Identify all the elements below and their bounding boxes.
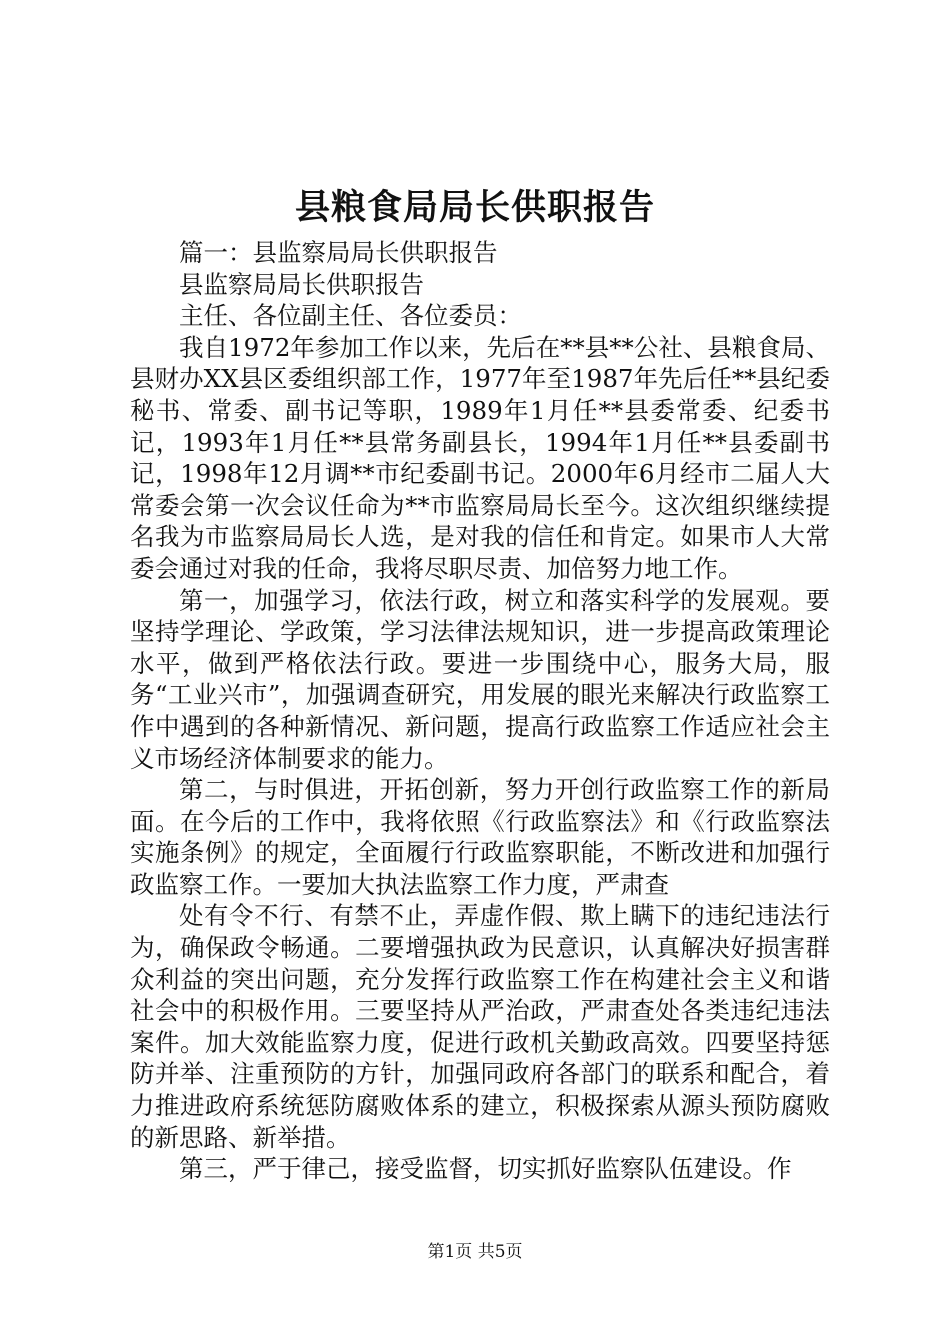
paragraph-career: 我自1972年参加工作以来，先后在**县**公社、县粮食局、县财办XX县区委组织部工作，1977年至1987年先后任**县纪委秘书、常委、副书记等职，1989年1月任**县委常委、纪委书记，1993年1月任**县常务副县长，1994年1月任**县委副书记，1998年12月调**市纪委副书记。2000年6月经市二届人大常委会第一次会议任命为**市监察局局长至今。这次组织继续提名我为市监察局局长人选，是对我的信任和肯定。如果市人大常委会通过对我的任命，我将尽职尽责、加倍努力地工作。 [130,332,830,583]
paragraph-point-three: 第三，严于律己，接受监督，切实抓好监察队伍建设。作 [179,1154,792,1184]
paragraph-salutation: 主任、各位副主任、各位委员： [179,301,522,331]
paragraph-point-two-continued: 处有令不行、有禁不止，弄虚作假、欺上瞒下的违纪违法行为，确保政令畅通。二要增强执政为民意识，认真解决好损害群众利益的突出问题，充分发挥行政监察工作在构建社会主义和谐社会中的积极作用。三要坚持从严治政，严肃查处各类违纪违法案件。加大效能监察力度，促进行政机关勤政高效。四要坚持惩防并举、注重预防的方针，加强同政府各部门的联系和配合，着力推进政府系统惩防腐败体系的建立，积极探索从源头预防腐败的新思路、新举措。 [130,901,830,1152]
document-title: 县粮食局局长供职报告 [294,187,655,228]
page-footer: 第1页 共5页 [427,1242,523,1262]
paragraph-point-one: 第一，加强学习，依法行政，树立和落实科学的发展观。要坚持学理论、学政策，学习法律法规知识，进一步提高政策理论水平，做到严格依法行政。要进一步围绕中心，服务大局，服务“工业兴市”，加强调查研究，用发展的眼光来解决行政监察工作中遇到的各种新情况、新问题，提高行政监察工作适应社会主义市场经济体制要求的能力。 [130,585,830,773]
paragraph-report-title: 县监察局局长供职报告 [179,269,424,299]
document-body [130,237,830,1185]
paragraph-point-two: 第二，与时俱进，开拓创新，努力开创行政监察工作的新局面。在今后的工作中，我将依照《行政监察法》和《行政监察法实施条例》的规定，全面履行行政监察职能，不断改进和加强行政监察工作。一要加大执法监察工作力度，严肃查 [130,775,830,899]
paragraph-section-heading: 篇一：县监察局局长供职报告 [179,238,498,267]
